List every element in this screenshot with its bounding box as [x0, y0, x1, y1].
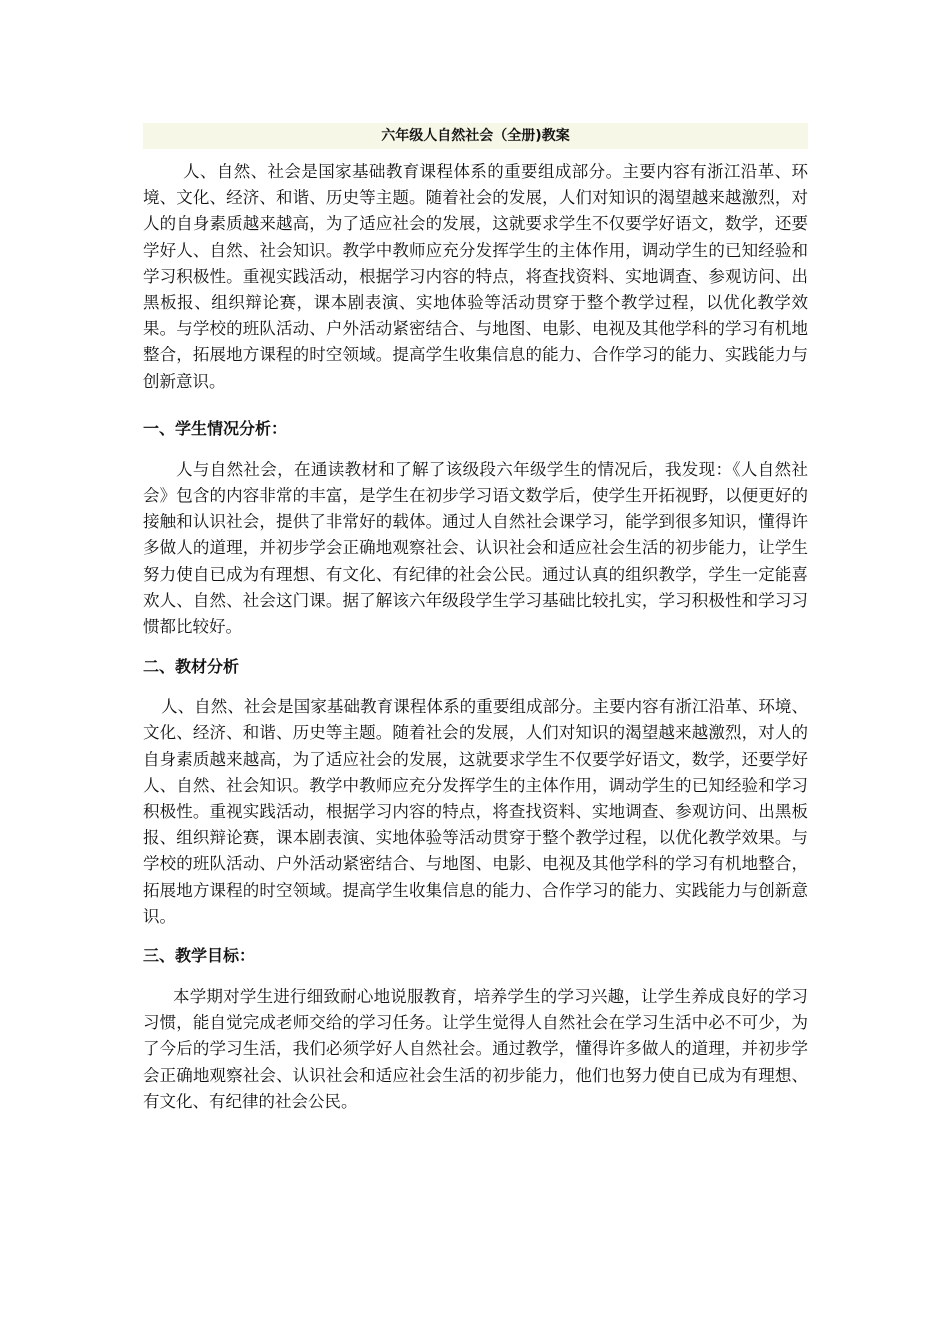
section-body-student-analysis: 人与自然社会，在通读教材和了解了该级段六年级学生的情况后，我发现：《人自然社会》包含的内容非常的丰富，是学生在初步学习语文数学后，使学生开拓视野，以便更好的接触和认识社会，提供了非常好的载体。通过人自然社会课学习，能学到很多知识，懂得许多做人的道理，并初步学会正确地观察社会、认识社会和适应社会生活的初步能力，让学生努力使自已成为有理想、有文化、有纪律的社会公民。通过认真的组织教学，学生一定能喜欢人、自然、社会这门课。据了解该六年级段学生学习基础比较扎实，学习积极性和学习习惯都比较好。	[143, 459, 808, 637]
document-title: 六年级人自然社会（全册)教案	[143, 123, 808, 149]
section-body-textbook-analysis: 人、自然、社会是国家基础教育课程体系的重要组成部分。主要内容有浙江沿革、环境、文化、经济、和谐、历史等主题。随着社会的发展，人们对知识的渴望越来越激烈，对人的自身素质越来越高，为了适应社会的发展，这就要求学生不仅要学好语文，数学，还要学好人、自然、社会知识。教学中教师应充分发挥学生的主体作用，调动学生的已知经验和学习积极性。重视实践活动，根据学习内容的特点，将查找资料、实地调查、参观访问、出黑板报、组织辩论赛，课本剧表演、实地体验等活动贯穿于整个教学过程，以优化教学效果。与学校的班队活动、户外活动紧密结合、与地图、电影、电视及其他学科的学习有机地整合，拓展地方课程的时空领域。提高学生收集信息的能力、合作学习的能力、实践能力与创新意识。	[143, 697, 808, 926]
document-page	[143, 123, 808, 1115]
section-heading-teaching-goals: 三、教学目标：	[143, 946, 256, 966]
section-heading-textbook-analysis: 二、教材分析	[143, 657, 240, 677]
section-heading-student-analysis: 一、学生情况分析：	[143, 418, 288, 438]
intro-paragraph: 人、自然、社会是国家基础教育课程体系的重要组成部分。主要内容有浙江沿革、环境、文化、经济、和谐、历史等主题。随着社会的发展，人们对知识的渴望越来越激烈，对人的自身素质越来越高，为了适应社会的发展，这就要求学生不仅要学好语文，数学，还要学好人、自然、社会知识。教学中教师应充分发挥学生的主体作用，调动学生的已知经验和学习积极性。重视实践活动，根据学习内容的特点，将查找资料、实地调查、参观访问、出黑板报、组织辩论赛，课本剧表演、实地体验等活动贯穿于整个教学过程，以优化教学效果。与学校的班队活动、户外活动紧密结合、与地图、电影、电视及其他学科的学习有机地整合，拓展地方课程的时空领域。提高学生收集信息的能力、合作学习的能力、实践能力与创新意识。	[143, 162, 808, 391]
section-body-teaching-goals: 本学期对学生进行细致耐心地说服教育，培养学生的学习兴趣，让学生养成良好的学习习惯，能自觉完成老师交给的学习任务。让学生觉得人自然社会在学习生活中必不可少，为了今后的学习生活，我们必须学好人自然社会。通过教学，懂得许多做人的道理，并初步学会正确地观察社会、认识社会和适应社会生活的初步能力，他们也努力使自已成为有理想、有文化、有纪律的社会公民。	[143, 987, 808, 1111]
